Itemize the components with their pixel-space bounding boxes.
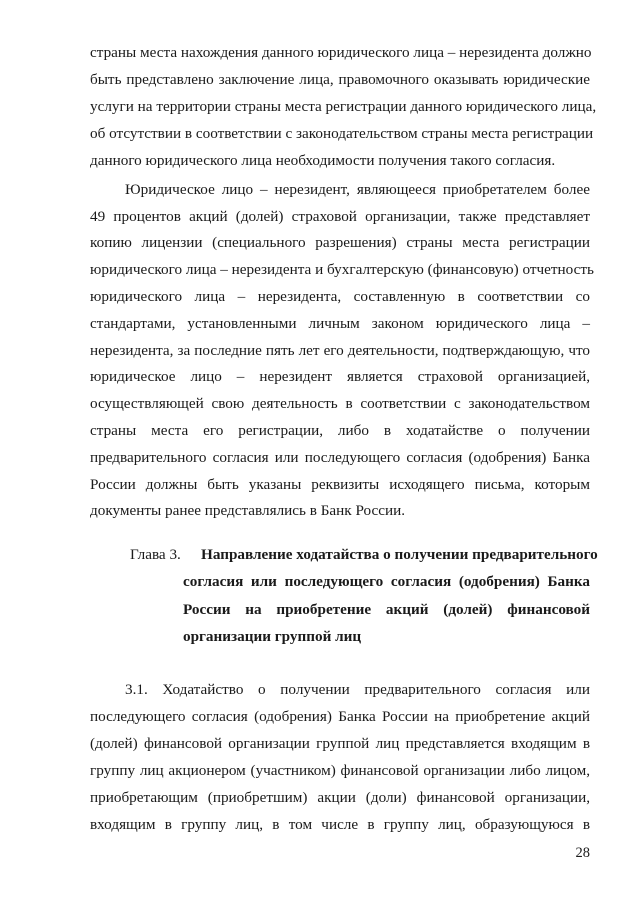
text-line: 3.1. Ходатайство о получении предварительного согласия или: [125, 681, 590, 698]
chapter-title-line: России на приобретение акций (долей) финансовой: [183, 601, 590, 618]
text-line: данного юридического лица необходимости получения такого согласия.: [90, 152, 556, 169]
text-line: копию лицензии (специального разрешения) страны места регистрации: [90, 234, 590, 251]
text-line: юридического лица – нерезидента и бухгалтерскую (финансовую) отчетность: [90, 261, 594, 278]
text-line: (долей) финансовой организации группой лиц представляется входящим в: [90, 735, 590, 752]
text-line: приобретающим (приобретшим) акции (доли) финансовой организации,: [90, 789, 590, 806]
text-line: последующего согласия (одобрения) Банка России на приобретение акций: [90, 708, 590, 725]
text-line: юридического лица – нерезидента, составленную в соответствии со: [90, 288, 590, 305]
text-line: юридическое лицо – нерезидент является страховой организацией,: [90, 368, 590, 385]
chapter-title-line: согласия или последующего согласия (одобрения) Банка: [183, 573, 590, 590]
text-line: группу лиц акционером (участником) финансовой организации либо лицом,: [90, 762, 590, 779]
text-line: стандартами, установленными личным законом юридического лица –: [90, 315, 590, 332]
text-line: быть представлено заключение лица, правомочного оказывать юридические: [90, 71, 590, 88]
text-line: документы ранее представлялись в Банк России.: [90, 502, 406, 519]
text-line: об отсутствии в соответствии с законодательством страны места регистрации: [90, 125, 594, 142]
text-line: входящим в группу лиц, в том числе в группу лиц, образующуюся в: [90, 816, 590, 833]
chapter-number: Глава 3.: [130, 546, 181, 563]
text-line: России должны быть указаны реквизиты исходящего письма, которым: [90, 476, 590, 493]
text-line: Юридическое лицо – нерезидент, являющееся приобретателем более: [125, 181, 590, 198]
text-line: предварительного согласия или последующего согласия (одобрения) Банка: [90, 449, 590, 466]
chapter-title-line: организации группой лиц: [183, 628, 362, 645]
text-line: 49 процентов акций (долей) страховой организации, также представляет: [90, 208, 590, 225]
chapter-title-line: Направление ходатайства о получении предварительного: [201, 546, 598, 563]
text-line: страны места его регистрации, либо в ходатайстве о получении: [90, 422, 590, 439]
text-line: осуществляющей свою деятельность в соответствии с законодательством: [90, 395, 590, 412]
page-number: 28: [575, 845, 590, 861]
text-line: страны места нахождения данного юридического лица – нерезидента должно: [90, 44, 592, 61]
text-line: услуги на территории страны места регистрации данного юридического лица,: [90, 98, 597, 115]
text-line: нерезидента, за последние пять лет его деятельности, подтверждающую, что: [90, 342, 590, 359]
